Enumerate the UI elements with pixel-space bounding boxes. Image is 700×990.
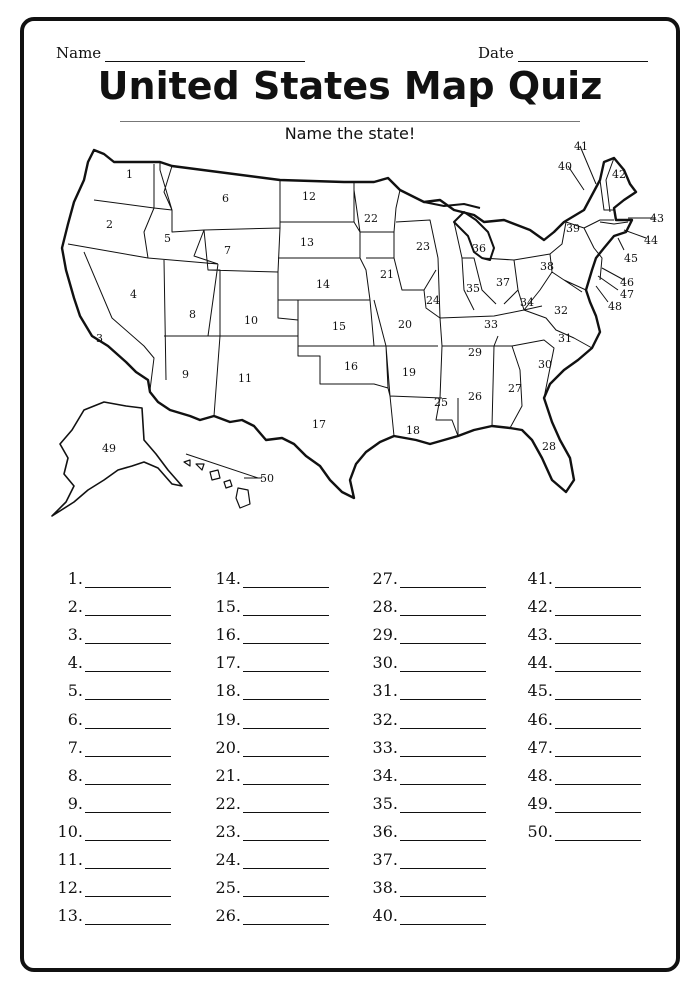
answer-blank[interactable] <box>243 658 329 672</box>
answer-number: 32. <box>372 709 398 729</box>
answer-number: 44. <box>527 653 553 673</box>
answer-row[interactable] <box>370 700 520 728</box>
answer-number: 23. <box>215 821 241 841</box>
answer-number: 29. <box>372 625 398 645</box>
answer-row[interactable] <box>213 672 363 700</box>
answer-number: 41. <box>527 569 553 589</box>
answer-number: 8. <box>67 765 83 785</box>
answer-number: 17. <box>215 653 241 673</box>
state-number: 16 <box>344 360 358 373</box>
answer-row[interactable] <box>370 757 520 785</box>
answer-number: 49. <box>527 793 553 813</box>
us-map <box>44 140 664 525</box>
state-number: 27 <box>508 382 522 395</box>
answer-row[interactable] <box>55 644 205 672</box>
answer-number: 21. <box>215 765 241 785</box>
answer-blank[interactable] <box>85 743 171 757</box>
answer-number: 5. <box>67 681 83 701</box>
answer-number: 3. <box>67 625 83 645</box>
answer-blank[interactable] <box>400 883 486 897</box>
answer-row[interactable] <box>370 785 520 813</box>
answer-number: 47. <box>527 737 553 757</box>
answer-number: 42. <box>527 597 553 617</box>
answer-number: 19. <box>215 709 241 729</box>
answer-row[interactable] <box>213 757 363 785</box>
state-number: 32 <box>554 304 568 317</box>
us-map-svg <box>44 140 664 525</box>
answer-row[interactable] <box>55 560 205 588</box>
answer-blank[interactable] <box>400 715 486 729</box>
answer-blank[interactable] <box>555 630 641 644</box>
answer-number: 22. <box>215 793 241 813</box>
state-number-labels <box>96 140 664 485</box>
answer-row[interactable] <box>213 813 363 841</box>
answer-row[interactable] <box>370 897 520 925</box>
answer-blank[interactable] <box>243 827 329 841</box>
state-number: 43 <box>650 212 664 225</box>
answer-blank[interactable] <box>243 602 329 616</box>
date-label: Date <box>478 44 514 62</box>
answer-blank[interactable] <box>400 771 486 785</box>
answer-number: 15. <box>215 597 241 617</box>
answer-number: 38. <box>372 878 398 898</box>
answer-blank[interactable] <box>243 715 329 729</box>
answer-blank[interactable] <box>400 855 486 869</box>
answer-number: 27. <box>372 569 398 589</box>
answer-row[interactable] <box>525 729 675 757</box>
state-number: 6 <box>222 192 229 205</box>
state-number: 14 <box>316 278 330 291</box>
answer-blank[interactable] <box>85 658 171 672</box>
state-number: 42 <box>612 168 626 181</box>
answer-number: 34. <box>372 765 398 785</box>
state-number: 45 <box>624 252 638 265</box>
answer-number: 45. <box>527 681 553 701</box>
name-blank[interactable] <box>105 48 305 62</box>
date-blank[interactable] <box>518 48 648 62</box>
state-number: 35 <box>466 282 480 295</box>
answer-blank[interactable] <box>85 799 171 813</box>
page-title: United States Map Quiz <box>97 64 603 108</box>
state-number: 30 <box>538 358 552 371</box>
answer-row[interactable] <box>525 560 675 588</box>
answer-row[interactable] <box>55 588 205 616</box>
answer-number: 16. <box>215 625 241 645</box>
state-number: 10 <box>244 314 258 327</box>
state-number: 21 <box>380 268 394 281</box>
answer-row[interactable] <box>370 588 520 616</box>
answer-blank[interactable] <box>555 574 641 588</box>
answer-row[interactable] <box>213 897 363 925</box>
answer-row[interactable] <box>55 729 205 757</box>
name-field[interactable] <box>56 44 305 62</box>
answer-row[interactable] <box>525 813 675 841</box>
answer-blank[interactable] <box>243 855 329 869</box>
answer-blank[interactable] <box>555 771 641 785</box>
state-number: 50 <box>260 472 274 485</box>
answer-row[interactable] <box>213 616 363 644</box>
state-number: 26 <box>468 390 482 403</box>
state-number: 44 <box>644 234 658 247</box>
state-number: 22 <box>364 212 378 225</box>
answer-number: 4. <box>67 653 83 673</box>
answer-column <box>213 560 363 925</box>
answer-blank[interactable] <box>85 715 171 729</box>
answer-row[interactable] <box>525 588 675 616</box>
answer-row[interactable] <box>55 700 205 728</box>
state-number: 7 <box>224 244 231 257</box>
answer-row[interactable] <box>55 841 205 869</box>
answer-blank[interactable] <box>555 658 641 672</box>
answer-number: 48. <box>527 765 553 785</box>
answer-row[interactable] <box>370 672 520 700</box>
answer-number: 10. <box>57 821 83 841</box>
answer-row[interactable] <box>213 644 363 672</box>
answer-blank[interactable] <box>85 911 171 925</box>
answer-blank[interactable] <box>400 827 486 841</box>
answer-row[interactable] <box>370 729 520 757</box>
answer-row[interactable] <box>370 813 520 841</box>
answer-number: 31. <box>372 681 398 701</box>
answer-number: 40. <box>372 906 398 926</box>
answer-blank[interactable] <box>555 743 641 757</box>
hawaii-leader <box>186 454 258 478</box>
answer-row[interactable] <box>525 672 675 700</box>
state-number: 20 <box>398 318 412 331</box>
answer-number: 30. <box>372 653 398 673</box>
date-field[interactable] <box>478 44 648 62</box>
answer-blank[interactable] <box>555 799 641 813</box>
answer-number: 28. <box>372 597 398 617</box>
answer-blank[interactable] <box>243 771 329 785</box>
hawaii-islands <box>184 460 250 508</box>
answer-number: 18. <box>215 681 241 701</box>
state-number: 25 <box>434 396 448 409</box>
answer-blank[interactable] <box>85 855 171 869</box>
answer-blank[interactable] <box>85 630 171 644</box>
answer-number: 6. <box>67 709 83 729</box>
answer-row[interactable] <box>525 700 675 728</box>
state-number: 24 <box>426 294 440 307</box>
answer-row[interactable] <box>55 616 205 644</box>
answer-number: 33. <box>372 737 398 757</box>
answer-blank[interactable] <box>400 743 486 757</box>
answer-number: 24. <box>215 850 241 870</box>
answer-number: 37. <box>372 850 398 870</box>
state-number: 46 <box>620 276 634 289</box>
answer-blank[interactable] <box>243 743 329 757</box>
state-number: 12 <box>302 190 316 203</box>
answer-blank[interactable] <box>400 658 486 672</box>
state-number: 1 <box>126 168 133 181</box>
state-number: 49 <box>102 442 116 455</box>
answer-column <box>55 560 205 925</box>
answer-blank[interactable] <box>85 883 171 897</box>
answer-row[interactable] <box>55 757 205 785</box>
answer-blank[interactable] <box>555 686 641 700</box>
answer-number: 36. <box>372 821 398 841</box>
answer-blank[interactable] <box>400 630 486 644</box>
answer-blank[interactable] <box>85 771 171 785</box>
answer-number: 2. <box>67 597 83 617</box>
answer-number: 7. <box>67 737 83 757</box>
state-number: 31 <box>558 332 572 345</box>
state-number: 18 <box>406 424 420 437</box>
state-number: 3 <box>96 332 103 345</box>
answer-row[interactable] <box>213 785 363 813</box>
answer-blank[interactable] <box>85 602 171 616</box>
state-number: 28 <box>542 440 556 453</box>
state-number: 15 <box>332 320 346 333</box>
answer-blank[interactable] <box>243 911 329 925</box>
answer-row[interactable] <box>370 644 520 672</box>
answer-row[interactable] <box>370 560 520 588</box>
state-number: 47 <box>620 288 634 301</box>
answer-row[interactable] <box>525 616 675 644</box>
answer-row[interactable] <box>55 672 205 700</box>
answer-blank[interactable] <box>555 827 641 841</box>
answer-number: 14. <box>215 569 241 589</box>
answer-number: 26. <box>215 906 241 926</box>
answer-row[interactable] <box>525 785 675 813</box>
answer-row[interactable] <box>370 616 520 644</box>
state-number: 5 <box>164 232 171 245</box>
answer-row[interactable] <box>55 785 205 813</box>
answer-blank[interactable] <box>400 574 486 588</box>
state-number: 29 <box>468 346 482 359</box>
alaska-outline <box>52 402 182 516</box>
answer-column <box>370 560 520 925</box>
state-number: 38 <box>540 260 554 273</box>
state-number: 36 <box>472 242 486 255</box>
answer-blank[interactable] <box>85 827 171 841</box>
answer-row[interactable] <box>213 869 363 897</box>
title-divider <box>120 121 580 122</box>
state-number: 2 <box>106 218 113 231</box>
answer-blank[interactable] <box>243 799 329 813</box>
state-number: 8 <box>189 308 196 321</box>
answer-row[interactable] <box>525 644 675 672</box>
answer-row[interactable] <box>55 813 205 841</box>
answer-blank[interactable] <box>85 574 171 588</box>
state-number: 40 <box>558 160 572 173</box>
state-number: 33 <box>484 318 498 331</box>
state-number: 19 <box>402 366 416 379</box>
answer-number: 1. <box>67 569 83 589</box>
state-number: 39 <box>566 222 580 235</box>
answer-blank[interactable] <box>243 630 329 644</box>
answer-number: 20. <box>215 737 241 757</box>
name-label: Name <box>56 44 102 62</box>
answer-row[interactable] <box>525 757 675 785</box>
state-number: 4 <box>130 288 137 301</box>
answer-row[interactable] <box>213 841 363 869</box>
state-number: 13 <box>300 236 314 249</box>
state-number: 48 <box>608 300 622 313</box>
state-number: 9 <box>182 368 189 381</box>
answer-blank[interactable] <box>243 574 329 588</box>
answer-number: 25. <box>215 878 241 898</box>
answer-blank[interactable] <box>243 686 329 700</box>
answer-number: 9. <box>67 793 83 813</box>
answer-row[interactable] <box>213 588 363 616</box>
state-number: 34 <box>520 296 534 309</box>
answer-row[interactable] <box>370 869 520 897</box>
answer-blank[interactable] <box>85 686 171 700</box>
answer-blank[interactable] <box>555 602 641 616</box>
answer-row[interactable] <box>55 869 205 897</box>
state-number: 37 <box>496 276 510 289</box>
answer-blank[interactable] <box>555 715 641 729</box>
answer-row[interactable] <box>370 841 520 869</box>
answer-blank[interactable] <box>400 911 486 925</box>
answer-column <box>525 560 675 841</box>
state-number: 23 <box>416 240 430 253</box>
answer-number: 43. <box>527 625 553 645</box>
answer-number: 35. <box>372 793 398 813</box>
answer-blank[interactable] <box>400 686 486 700</box>
answer-row[interactable] <box>213 700 363 728</box>
answer-number: 11. <box>57 850 83 870</box>
answer-grid <box>55 560 665 930</box>
answer-row[interactable] <box>213 729 363 757</box>
answer-blank[interactable] <box>400 799 486 813</box>
state-number: 17 <box>312 418 326 431</box>
page-subtitle: Name the state! <box>284 124 416 143</box>
answer-row[interactable] <box>55 897 205 925</box>
answer-number: 12. <box>57 878 83 898</box>
answer-number: 46. <box>527 709 553 729</box>
answer-number: 13. <box>57 906 83 926</box>
state-number: 11 <box>238 372 252 385</box>
answer-blank[interactable] <box>400 602 486 616</box>
state-number: 41 <box>574 140 588 153</box>
answer-row[interactable] <box>213 560 363 588</box>
answer-number: 50. <box>527 821 553 841</box>
answer-blank[interactable] <box>243 883 329 897</box>
